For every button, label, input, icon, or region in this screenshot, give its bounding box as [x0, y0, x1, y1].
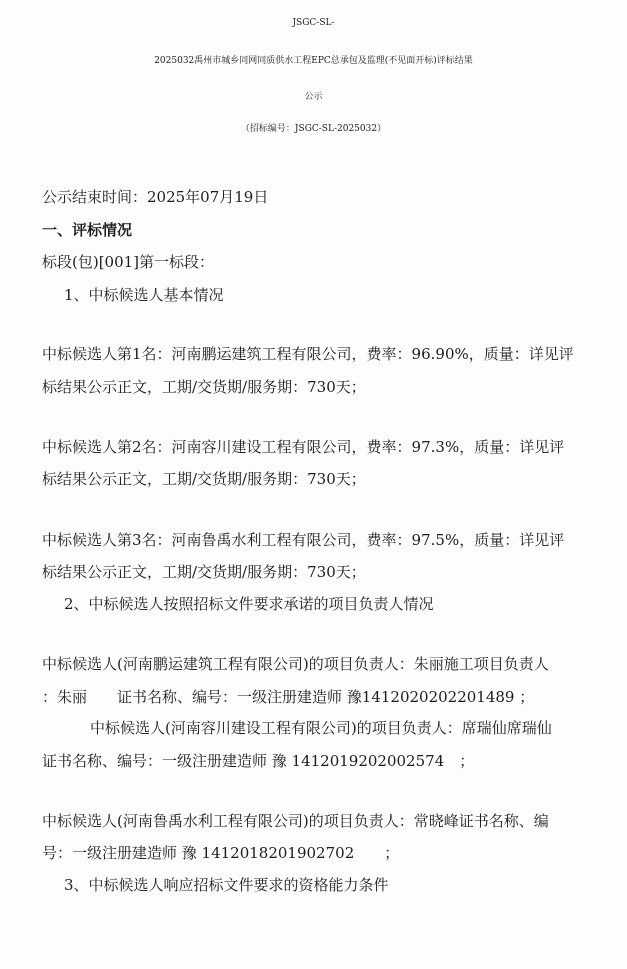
manager-3-line2: 号：一级注册建造师 豫 1412018201902702 ； — [42, 844, 400, 862]
subheading-managers: 2、中标候选人按照招标文件要求承诺的项目负责人情况 — [64, 595, 434, 613]
manager-1-line2: ：朱丽 证书名称、编号：一级注册建造师 豫1412020202201489 ； — [42, 688, 535, 706]
candidate-3-line2: 标结果公示正文，工期/交货期/服务期：730天； — [42, 563, 366, 581]
bid-number: （招标编号：JSGC-SL-2025032） — [240, 124, 387, 134]
manager-2-line1: 中标候选人(河南容川建设工程有限公司)的项目负责人：席瑞仙席瑞仙 — [90, 719, 552, 737]
section-heading-evaluation: 一、评标情况 — [42, 221, 133, 239]
candidate-2-line2: 标结果公示正文，工期/交货期/服务期：730天； — [42, 470, 366, 488]
lot-label: 标段(包)[001]第一标段： — [42, 253, 215, 271]
subheading-candidates: 1、中标候选人基本情况 — [64, 286, 224, 304]
subheading-qualifications: 3、中标候选人响应招标文件要求的资格能力条件 — [64, 876, 389, 894]
manager-3-line1: 中标候选人(河南鲁禹水利工程有限公司)的项目负责人：常晓峰证书名称、编 — [42, 812, 549, 830]
candidate-1-line1: 中标候选人第1名：河南鹏运建筑工程有限公司，费率：96.90%，质量：详见评 — [42, 345, 574, 363]
manager-2-line2: 证书名称、编号：一级注册建造师 豫 1412019202002574 ； — [42, 752, 475, 770]
candidate-2-line1: 中标候选人第2名：河南容川建设工程有限公司，费率：97.3%，质量：详见评 — [42, 438, 565, 456]
notice-end-time: 公示结束时间：2025年07月19日 — [42, 188, 269, 206]
announcement-title-cont: 公示 — [304, 92, 323, 102]
manager-1-line1: 中标候选人(河南鹏运建筑工程有限公司)的项目负责人：朱丽施工项目负责人 — [42, 655, 549, 673]
bid-code-prefix: JSGC-SL- — [292, 18, 335, 28]
announcement-title: 2025032禹州市城乡同网同质供水工程EPC总承包及监理(不见面开标)评标结果 — [154, 56, 473, 66]
candidate-3-line1: 中标候选人第3名：河南鲁禹水利工程有限公司，费率：97.5%，质量：详见评 — [42, 531, 565, 549]
candidate-1-line2: 标结果公示正文，工期/交货期/服务期：730天； — [42, 378, 366, 396]
